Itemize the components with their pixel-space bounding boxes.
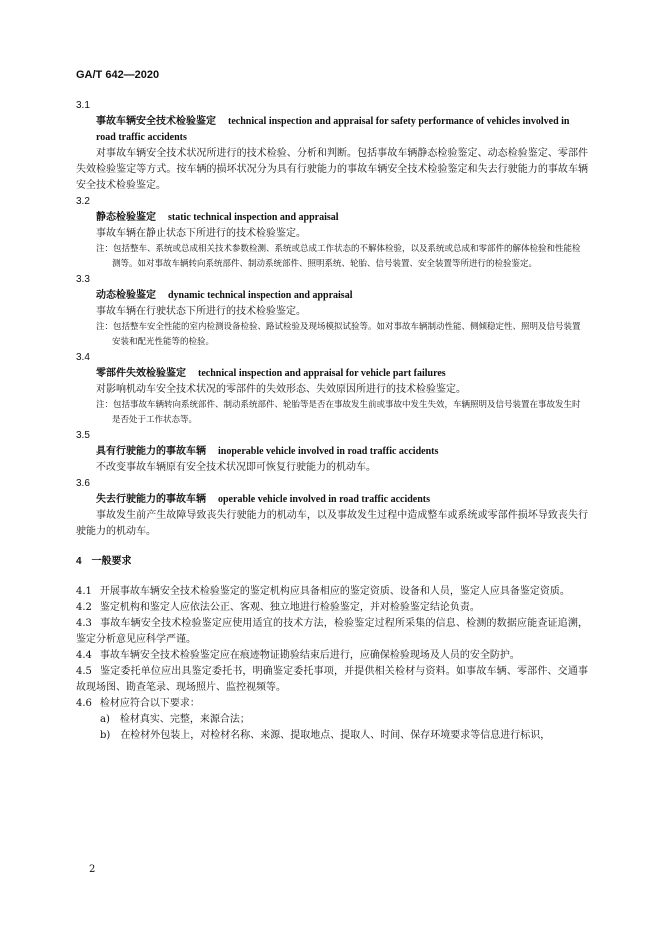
clause-4-5 bbox=[76, 664, 588, 696]
definition-note: 注：包括整车安全性能的室内检测设备检验、路试检验及现场模拟试验等。如对事故车辆制动性能、侧倾稳定性、照明及信号装置安装和配光性能等的检验。 bbox=[96, 322, 581, 347]
clause-number: 3.3 bbox=[76, 274, 90, 285]
clause-number: 4.2 bbox=[76, 602, 92, 613]
definition-text: 事故发生前产生故障导致丧失行驶能力的机动车，以及事故发生过程中造成整车或系统或零部件损坏导致丧失行驶能力的机动车。 bbox=[76, 510, 588, 537]
clause-text: 鉴定机构和鉴定人应依法公正、客观、独立地进行检验鉴定，并对检验鉴定结论负责。 bbox=[99, 602, 480, 613]
definition-text: 对事故车辆安全技术状况所进行的技术检验、分析和判断。包括事故车辆静态检验鉴定、动态检验鉴定、零部件失效检验鉴定等方式。按车辆的损坏状况分为具有行驶能力的事故车辆安全技术检验鉴定和失去行驶能力的事故车辆安全技术检验鉴定。 bbox=[76, 148, 588, 191]
definition-text: 不改变事故车辆原有安全技术状况即可恢复行驶能力的机动车。 bbox=[96, 462, 376, 473]
definition-3-6 bbox=[76, 476, 588, 540]
clause-number: 3.5 bbox=[76, 430, 90, 441]
term-en: dynamic technical inspection and appraisal bbox=[168, 290, 353, 301]
clause-4-2 bbox=[76, 600, 588, 616]
clause-4-3 bbox=[76, 616, 588, 648]
clause-text: 事故车辆安全技术检验鉴定应使用适宜的技术方法，检验鉴定过程所采集的信息、检测的数据应能查证追溯，鉴定分析意见应科学严谨。 bbox=[76, 618, 588, 645]
term-en: static technical inspection and appraisal bbox=[168, 212, 339, 223]
page-number: 2 bbox=[89, 864, 96, 875]
definition-3-4 bbox=[76, 350, 588, 428]
term-cn: 事故车辆安全技术检验鉴定 bbox=[96, 116, 216, 127]
term-cn: 动态检验鉴定 bbox=[96, 290, 156, 301]
definition-text: 事故车辆在行驶状态下所进行的技术检验鉴定。 bbox=[96, 306, 306, 317]
section-heading: 4 一般要求 bbox=[76, 556, 132, 567]
clause-number: 4.3 bbox=[76, 618, 92, 629]
standard-id: GA/T 642—2020 bbox=[76, 69, 160, 81]
term-cn: 静态检验鉴定 bbox=[96, 212, 156, 223]
clause-number: 4.5 bbox=[76, 666, 92, 677]
term-title bbox=[76, 366, 588, 382]
term-cn: 具有行驶能力的事故车辆 bbox=[96, 446, 206, 457]
term-title bbox=[76, 210, 588, 226]
clause-text: 事故车辆安全技术检验鉴定应在痕迹物证勘验结束后进行，应确保检验现场及人员的安全防护。 bbox=[99, 650, 520, 661]
definition-3-5 bbox=[76, 428, 588, 476]
clause-4-4 bbox=[76, 648, 588, 664]
clause-text: 鉴定委托单位应出具鉴定委托书，明确鉴定委托事项，并提供相关检材与资料。如事故车辆、零部件、交通事故现场图、勘查笔录、现场照片、监控视频等。 bbox=[76, 666, 588, 693]
clause-number: 4.6 bbox=[76, 698, 92, 709]
term-en: technical inspection and appraisal for safety performance of vehicles involved in road traffic accidents bbox=[96, 116, 570, 143]
item-label: a) bbox=[100, 714, 110, 725]
term-cn: 失去行驶能力的事故车辆 bbox=[96, 494, 206, 505]
clause-number: 3.2 bbox=[76, 196, 90, 207]
clause-number: 4.4 bbox=[76, 650, 92, 661]
clause-number: 3.6 bbox=[76, 478, 90, 489]
term-cn: 零部件失效检验鉴定 bbox=[96, 368, 186, 379]
clause-number: 3.1 bbox=[76, 100, 90, 111]
clause-4-6 bbox=[76, 696, 588, 712]
term-title bbox=[76, 114, 588, 146]
term-en: technical inspection and appraisal for vehicle part failures bbox=[198, 368, 446, 379]
term-title bbox=[76, 444, 588, 460]
clause-number: 3.4 bbox=[76, 352, 90, 363]
clause-text: 检材应符合以下要求： bbox=[99, 698, 200, 709]
definition-note: 注：包括事故车辆转向系统部件、制动系统部件、轮胎等是否在事故发生前或事故中发生失效，车辆照明及信号装置在事故发生时是否处于工作状态等。 bbox=[96, 400, 581, 425]
clause-4-1 bbox=[76, 584, 588, 600]
list-item bbox=[76, 712, 588, 728]
definition-3-3 bbox=[76, 272, 588, 350]
term-title bbox=[76, 492, 588, 508]
page-content bbox=[76, 98, 588, 744]
definition-text: 事故车辆在静止状态下所进行的技术检验鉴定。 bbox=[96, 228, 306, 239]
item-label: b) bbox=[100, 730, 111, 741]
definition-3-1 bbox=[76, 98, 588, 194]
clause-number: 4.1 bbox=[76, 586, 92, 597]
term-en: inoperable vehicle involved in road traffic accidents bbox=[218, 446, 439, 457]
term-en: operable vehicle involved in road traffic accidents bbox=[218, 494, 431, 505]
clause-text: 开展事故车辆安全技术检验鉴定的鉴定机构应具备相应的鉴定资质、设备和人员，鉴定人应具备鉴定资质。 bbox=[99, 586, 570, 597]
term-title bbox=[76, 288, 588, 304]
list-item bbox=[76, 728, 588, 744]
item-text: 在检材外包装上，对检材名称、来源、提取地点、提取人、时间、保存环境要求等信息进行标识， bbox=[120, 730, 551, 741]
definition-note: 注：包括整车、系统或总成相关技术参数检测、系统或总成工作状态的不解体检验，以及系统或总成和零部件的解体检验和性能检测等。如对事故车辆转向系统部件、制动系统部件、照明系统、轮胎、信号装置、安全装置等所进行的检验鉴定。 bbox=[96, 244, 581, 269]
definition-text: 对影响机动车安全技术状况的零部件的失效形态、失效原因所进行的技术检验鉴定。 bbox=[96, 384, 466, 395]
definition-3-2 bbox=[76, 194, 588, 272]
item-text: 检材真实、完整，来源合法； bbox=[119, 714, 250, 725]
